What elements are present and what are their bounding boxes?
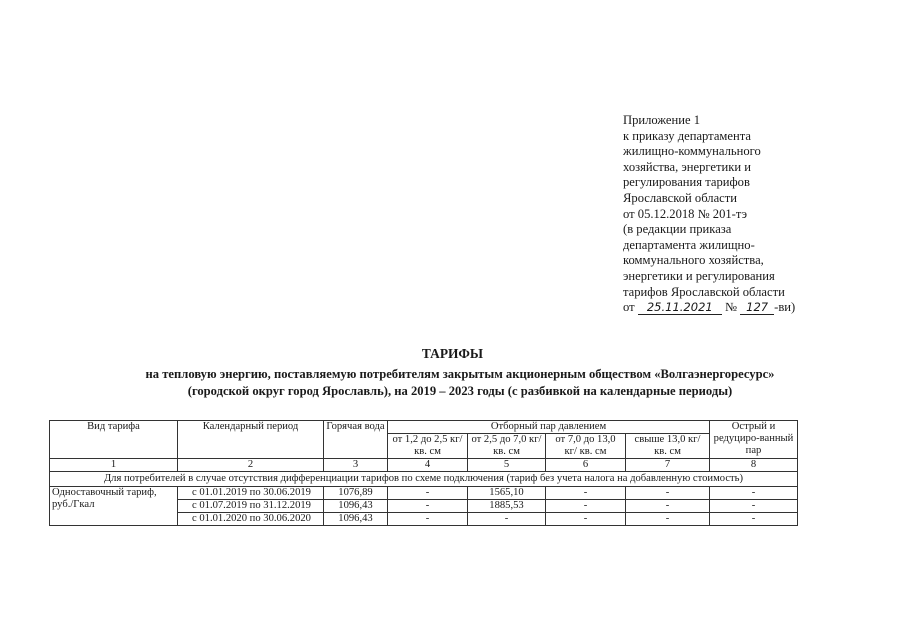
steam-1-cell: - xyxy=(388,500,468,513)
appendix-line: к приказу департамента xyxy=(623,128,751,143)
col-number: 6 xyxy=(546,459,626,472)
handwritten-number: 127 xyxy=(740,301,774,315)
steam-2-cell: - xyxy=(468,513,546,526)
appendix-line: коммунального хозяйства, xyxy=(623,253,764,268)
hot-water-cell: 1076,89 xyxy=(324,487,388,500)
appendix-line: Приложение 1 xyxy=(623,113,701,127)
appendix-prefix: от xyxy=(623,300,635,315)
hot-water-cell: 1096,43 xyxy=(324,500,388,513)
header-steam-2: от 2,5 до 7,0 кг/ кв. см xyxy=(468,434,546,459)
period-cell: с 01.01.2019 по 30.06.2019 xyxy=(178,487,324,500)
document-title: ТАРИФЫ xyxy=(421,346,484,361)
header-row xyxy=(50,421,798,434)
col-number: 2 xyxy=(178,459,324,472)
appendix-line: Ярославской области xyxy=(623,190,737,205)
period-cell: с 01.01.2020 по 30.06.2020 xyxy=(178,513,324,526)
column-number-row xyxy=(50,459,798,472)
number-sign: № xyxy=(724,300,737,315)
document-subtitle xyxy=(40,366,880,400)
steam-3-cell: - xyxy=(546,487,626,500)
appendix-line: (в редакции приказа xyxy=(623,222,732,237)
tariff-name: Одноставочный тариф, руб./Гкал xyxy=(50,487,178,526)
appendix-line: тарифов Ярославской области xyxy=(623,284,785,299)
header-steam-1: от 1,2 до 2,5 кг/ кв. см xyxy=(388,434,468,459)
col-number: 7 xyxy=(626,459,710,472)
tariff-table xyxy=(49,420,798,526)
header-sharp-steam: Острый и редуциро-ванный пар xyxy=(710,421,798,459)
appendix-line: жилищно-коммунального xyxy=(623,144,761,159)
header-steam-4: свыше 13,0 кг/ кв. см xyxy=(626,434,710,459)
appendix-line: от 05.12.2018 № 201-тэ xyxy=(623,206,748,221)
steam-4-cell: - xyxy=(626,500,710,513)
steam-1-cell: - xyxy=(388,513,468,526)
header-steam: Отборный пар давлением xyxy=(388,421,710,434)
appendix-line: хозяйства, энергетики и xyxy=(623,159,751,174)
handwritten-date: 25.11.2021 xyxy=(638,301,722,315)
note-row xyxy=(50,472,798,487)
period-cell: с 01.07.2019 по 31.12.2019 xyxy=(178,500,324,513)
table-row xyxy=(50,487,798,500)
appendix-block xyxy=(623,113,795,316)
col-number: 4 xyxy=(388,459,468,472)
header-hot-water: Горячая вода xyxy=(324,421,388,459)
hot-water-cell: 1096,43 xyxy=(324,513,388,526)
steam-2-cell: 1565,10 xyxy=(468,487,546,500)
note-text: Для потребителей в случае отсутствия дифференциации тарифов по схеме подключения (тариф без учета налога на добавленную стоимость) xyxy=(50,472,798,487)
subtitle-line: (городской округ город Ярославль), на 2019 – 2023 годы (с разбивкой на календарные периоды) xyxy=(187,384,733,398)
appendix-line: регулирования тарифов xyxy=(623,175,750,190)
header-period: Календарный период xyxy=(178,421,324,459)
appendix-suffix: -ви) xyxy=(774,300,796,315)
col-number: 3 xyxy=(324,459,388,472)
steam-2-cell: 1885,53 xyxy=(468,500,546,513)
appendix-signature-line xyxy=(623,300,795,316)
sharp-steam-cell: - xyxy=(710,513,798,526)
col-number: 5 xyxy=(468,459,546,472)
sharp-steam-cell: - xyxy=(710,487,798,500)
steam-3-cell: - xyxy=(546,513,626,526)
sharp-steam-cell: - xyxy=(710,500,798,513)
steam-4-cell: - xyxy=(626,513,710,526)
subtitle-line: на тепловую энергию, поставляемую потребителям закрытым акционерным обществом «Волгаэнергоресурс» xyxy=(145,367,775,381)
appendix-line: энергетики и регулирования xyxy=(623,268,775,283)
header-type: Вид тарифа xyxy=(50,421,178,459)
col-number: 1 xyxy=(50,459,178,472)
header-steam-3: от 7,0 до 13,0 кг/ кв. см xyxy=(546,434,626,459)
steam-3-cell: - xyxy=(546,500,626,513)
appendix-line: департамента жилищно- xyxy=(623,237,755,252)
steam-4-cell: - xyxy=(626,487,710,500)
steam-1-cell: - xyxy=(388,487,468,500)
col-number: 8 xyxy=(710,459,798,472)
